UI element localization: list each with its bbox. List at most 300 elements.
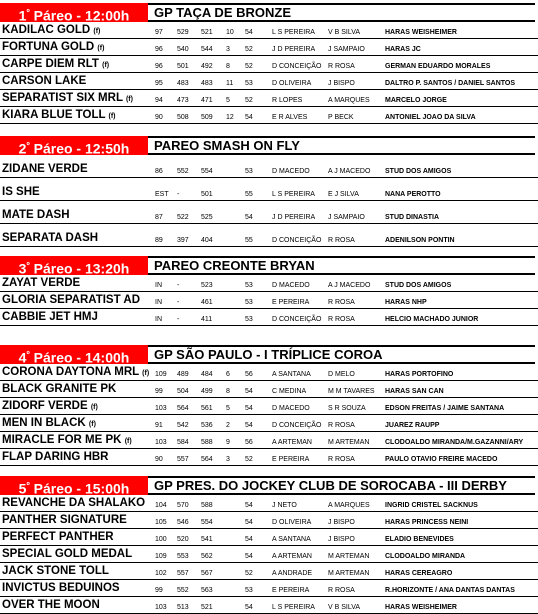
- owner: HARAS SAN CAN: [385, 388, 444, 395]
- horse-name-cell: [2, 582, 120, 594]
- rating: 103: [155, 439, 167, 446]
- carried-weight: 52: [245, 46, 253, 53]
- race-title: GP TAÇA DE BRONZE: [148, 3, 535, 22]
- prev-weight: 564: [177, 405, 189, 412]
- horse-name-cell: [2, 366, 149, 378]
- jockey: D CONCEIÇÃO: [272, 237, 322, 244]
- race-section: [0, 345, 538, 466]
- entry-row: [0, 529, 538, 546]
- prev-weight: 584: [177, 439, 189, 446]
- entry-row: [0, 398, 538, 415]
- weight: 525: [201, 214, 213, 221]
- prev-weight: 557: [177, 456, 189, 463]
- post-position: 8: [226, 63, 230, 70]
- owner: HARAS WEISHEIMER: [385, 29, 457, 36]
- post-position: 5: [226, 405, 230, 412]
- horse-name-cell: [2, 41, 104, 53]
- trainer: J BISPO: [328, 80, 355, 87]
- weight: 523: [201, 282, 213, 289]
- horse-name-cell: [2, 311, 98, 323]
- prev-weight: 504: [177, 388, 189, 395]
- horse-name-cell: [2, 92, 133, 104]
- rating: 109: [155, 553, 167, 560]
- rating: 103: [155, 405, 167, 412]
- carried-weight: 56: [245, 371, 253, 378]
- prev-weight: -: [177, 316, 180, 323]
- owner: DALTRO P. SANTOS / DANIEL SANTOS: [385, 80, 516, 87]
- jockey: D OLIVEIRA: [272, 519, 312, 526]
- trainer: V B SILVA: [328, 29, 361, 36]
- prev-weight: 397: [177, 237, 189, 244]
- trainer: A MARQUES: [328, 97, 370, 104]
- race-label: [0, 3, 148, 22]
- female-marker: (f): [97, 45, 105, 52]
- race-label: [0, 256, 148, 275]
- weight: 554: [201, 519, 213, 526]
- entry-row: [0, 39, 538, 56]
- horse-name-cell: [2, 451, 108, 463]
- post-position: 3: [226, 46, 230, 53]
- horse-name: KADILAC GOLD: [2, 24, 91, 36]
- entry-row: [0, 224, 538, 247]
- horse-name: CABBIE JET HMJ: [2, 311, 98, 323]
- weight: 564: [201, 456, 213, 463]
- race-time-label: Páreo - 15:00h: [29, 480, 130, 497]
- entry-row: [0, 309, 538, 326]
- post-position: 8: [226, 388, 230, 395]
- race-section: [0, 3, 538, 124]
- horse-name: IS SHE: [2, 186, 40, 198]
- horse-name-cell: [2, 514, 127, 526]
- female-marker: (f): [93, 28, 101, 35]
- horse-name-cell: [2, 434, 132, 446]
- female-marker: (f): [142, 370, 150, 377]
- jockey: D CONCEIÇÃO: [272, 63, 322, 70]
- horse-name-cell: [2, 531, 114, 543]
- trainer: J SAMPAIO: [328, 46, 365, 53]
- race-section: [0, 476, 538, 614]
- trainer: R ROSA: [328, 299, 355, 306]
- horse-name: CARPE DIEM RLT: [2, 58, 99, 70]
- female-marker: (f): [90, 404, 98, 411]
- horse-name-cell: [2, 24, 100, 36]
- race-section: [0, 136, 538, 247]
- race-number-suffix: º: [26, 260, 30, 270]
- weight: 563: [201, 587, 213, 594]
- weight: 588: [201, 439, 213, 446]
- entry-row: [0, 73, 538, 90]
- owner: R.HORIZONTE / ANA DANTAS DANTAS: [385, 587, 515, 594]
- horse-name: INVICTUS BEDUINOS: [2, 582, 120, 594]
- jockey: R LOPES: [272, 97, 303, 104]
- jockey: D OLIVEIRA: [272, 80, 312, 87]
- race-number: 2: [18, 140, 27, 157]
- horse-name-cell: [2, 565, 109, 577]
- jockey: J NETO: [272, 502, 297, 509]
- rating: IN: [155, 282, 162, 289]
- jockey: A ARTEMAN: [272, 553, 312, 560]
- trainer: R ROSA: [328, 587, 355, 594]
- post-position: 2: [226, 422, 230, 429]
- jockey: E PEREIRA: [272, 456, 310, 463]
- owner: HARAS PRINCESS NEINI: [385, 519, 469, 526]
- prev-weight: 546: [177, 519, 189, 526]
- owner: HELCIO MACHADO JUNIOR: [385, 316, 479, 323]
- entry-row: [0, 495, 538, 512]
- carried-weight: 52: [245, 570, 253, 577]
- weight: 521: [201, 604, 213, 611]
- race-number-suffix: º: [26, 349, 30, 359]
- carried-weight: 54: [245, 553, 253, 560]
- jockey: C MEDINA: [272, 388, 307, 395]
- carried-weight: 55: [245, 191, 253, 198]
- horse-name-cell: [2, 277, 80, 289]
- rating: 103: [155, 604, 167, 611]
- jockey: A SANTANA: [272, 536, 311, 543]
- carried-weight: 54: [245, 502, 253, 509]
- rating: 87: [155, 214, 163, 221]
- race-time-label: Páreo - 14:00h: [29, 349, 130, 366]
- horse-name-cell: [2, 163, 88, 175]
- horse-name: MATE DASH: [2, 209, 70, 221]
- rating: IN: [155, 316, 162, 323]
- rating: 90: [155, 114, 163, 121]
- owner: HARAS CEREAGRO: [385, 570, 453, 577]
- weight: 501: [201, 191, 213, 198]
- horse-name: BLACK GRANITE PK: [2, 383, 117, 395]
- horse-name: KIARA BLUE TOLL: [2, 109, 106, 121]
- prev-weight: 540: [177, 46, 189, 53]
- horse-name-cell: [2, 75, 86, 87]
- race-number: 4: [18, 349, 27, 366]
- female-marker: (f): [124, 438, 132, 445]
- owner: CLODOALDO MIRANDA/M.GAZANNI/ARY: [385, 439, 524, 446]
- owner: ELADIO BENEVIDES: [385, 536, 454, 543]
- race-number-suffix: º: [26, 7, 30, 17]
- weight: 544: [201, 46, 213, 53]
- race-section: [0, 256, 538, 326]
- horse-name: OVER THE MOON: [2, 599, 100, 611]
- trainer: M ARTEMAN: [328, 553, 370, 560]
- rating: 96: [155, 63, 163, 70]
- trainer: J BISPO: [328, 536, 355, 543]
- entry-row: [0, 415, 538, 432]
- entry-row: [0, 178, 538, 201]
- post-position: 5: [226, 97, 230, 104]
- prev-weight: 522: [177, 214, 189, 221]
- horse-name-cell: [2, 599, 100, 611]
- trainer: E J SILVA: [328, 191, 359, 198]
- weight: 509: [201, 114, 213, 121]
- jockey: L S PEREIRA: [272, 604, 315, 611]
- trainer: A J MACEDO: [328, 168, 371, 175]
- weight: 541: [201, 536, 213, 543]
- horse-name: CORONA DAYTONA MRL: [2, 366, 139, 378]
- race-label: [0, 345, 148, 364]
- weight: 499: [201, 388, 213, 395]
- carried-weight: 54: [245, 405, 253, 412]
- carried-weight: 54: [245, 29, 253, 36]
- prev-weight: 513: [177, 604, 189, 611]
- horse-name-cell: [2, 400, 98, 412]
- prev-weight: 542: [177, 422, 189, 429]
- race-header: [0, 345, 538, 364]
- female-marker: (f): [108, 113, 116, 120]
- trainer: A MARQUES: [328, 502, 370, 509]
- weight: 404: [201, 237, 213, 244]
- horse-name: SEPARATA DASH: [2, 232, 99, 244]
- jockey: A SANTANA: [272, 371, 311, 378]
- weight: 492: [201, 63, 213, 70]
- jockey: E PEREIRA: [272, 299, 310, 306]
- female-marker: (f): [88, 421, 96, 428]
- horse-name: MEN IN BLACK: [2, 417, 86, 429]
- horse-name: JACK STONE TOLL: [2, 565, 109, 577]
- carried-weight: 56: [245, 439, 253, 446]
- rating: 94: [155, 97, 163, 104]
- trainer: R ROSA: [328, 422, 355, 429]
- trainer: R ROSA: [328, 456, 355, 463]
- race-header: [0, 3, 538, 22]
- jockey: J D PEREIRA: [272, 214, 316, 221]
- weight: 521: [201, 29, 213, 36]
- entry-row: [0, 546, 538, 563]
- carried-weight: 53: [245, 299, 253, 306]
- owner: ANTONIEL JOAO DA SILVA: [385, 114, 476, 121]
- race-header: [0, 476, 538, 495]
- carried-weight: 54: [245, 114, 253, 121]
- race-number-suffix: º: [26, 480, 30, 490]
- horse-name: SPECIAL GOLD MEDAL: [2, 548, 133, 560]
- weight: 561: [201, 405, 213, 412]
- jockey: A ARTEMAN: [272, 439, 312, 446]
- trainer: J BISPO: [328, 519, 355, 526]
- weight: 461: [201, 299, 213, 306]
- carried-weight: 52: [245, 63, 253, 70]
- entry-row: [0, 22, 538, 39]
- race-number: 5: [18, 480, 27, 497]
- trainer: M M TAVARES: [328, 388, 375, 395]
- entry-row: [0, 432, 538, 449]
- rating: EST: [155, 191, 169, 198]
- owner: CLODOALDO MIRANDA: [385, 553, 466, 560]
- entry-row: [0, 90, 538, 107]
- entry-row: [0, 56, 538, 73]
- post-position: 6: [226, 371, 230, 378]
- weight: 567: [201, 570, 213, 577]
- prev-weight: 553: [177, 553, 189, 560]
- trainer: V B SILVA: [328, 604, 361, 611]
- weight: 471: [201, 97, 213, 104]
- horse-name-cell: [2, 186, 40, 198]
- rating: 89: [155, 237, 163, 244]
- jockey: E PEREIRA: [272, 587, 310, 594]
- trainer: M ARTEMAN: [328, 439, 370, 446]
- post-position: 12: [226, 114, 234, 121]
- horse-name: FORTUNA GOLD: [2, 41, 95, 53]
- horse-name: SEPARATIST SIX MRL: [2, 92, 123, 104]
- carried-weight: 54: [245, 388, 253, 395]
- carried-weight: 53: [245, 282, 253, 289]
- carried-weight: 54: [245, 422, 253, 429]
- owner: ADENILSON PONTIN: [385, 237, 455, 244]
- prev-weight: 557: [177, 570, 189, 577]
- jockey: D CONCEIÇÃO: [272, 422, 322, 429]
- owner: HARAS NHP: [385, 299, 427, 306]
- entry-row: [0, 563, 538, 580]
- weight: 562: [201, 553, 213, 560]
- horse-name-cell: [2, 417, 96, 429]
- post-position: 9: [226, 439, 230, 446]
- race-header: [0, 136, 538, 155]
- horse-name: FLAP DARING HBR: [2, 451, 109, 463]
- trainer: D MELO: [328, 371, 355, 378]
- prev-weight: 552: [177, 168, 189, 175]
- horse-name: PERFECT PANTHER: [2, 531, 114, 543]
- rating: 99: [155, 388, 163, 395]
- race-number: 1: [18, 7, 27, 24]
- owner: STUD DOS AMIGOS: [385, 282, 452, 289]
- carried-weight: 55: [245, 237, 253, 244]
- prev-weight: -: [177, 282, 180, 289]
- horse-name: GLORIA SEPARATIST AD: [2, 294, 140, 306]
- race-title: PAREO SMASH ON FLY: [148, 136, 535, 155]
- owner: STUD DOS AMIGOS: [385, 168, 452, 175]
- carried-weight: 53: [245, 587, 253, 594]
- entry-row: [0, 580, 538, 597]
- entry-row: [0, 201, 538, 224]
- trainer: R ROSA: [328, 63, 355, 70]
- horse-name-cell: [2, 109, 116, 121]
- jockey: D MACEDO: [272, 168, 310, 175]
- race-label: [0, 476, 148, 495]
- post-position: 10: [226, 29, 234, 36]
- horse-name: MIRACLE FOR ME PK: [2, 434, 122, 446]
- female-marker: (f): [102, 62, 110, 69]
- horse-name-cell: [2, 497, 145, 509]
- owner: MARCELO JORGE: [385, 97, 447, 104]
- post-position: 11: [226, 80, 234, 87]
- trainer: A J MACEDO: [328, 282, 371, 289]
- jockey: L S PEREIRA: [272, 191, 315, 198]
- horse-name: PANTHER SIGNATURE: [2, 514, 127, 526]
- race-number: 3: [18, 260, 27, 277]
- owner: NANA PEROTTO: [385, 191, 441, 198]
- owner: HARAS WEISHEIMER: [385, 604, 457, 611]
- prev-weight: 520: [177, 536, 189, 543]
- race-label: [0, 136, 148, 155]
- carried-weight: 54: [245, 214, 253, 221]
- trainer: P BECK: [328, 114, 354, 121]
- prev-weight: 570: [177, 502, 189, 509]
- entry-row: [0, 381, 538, 398]
- weight: 483: [201, 80, 213, 87]
- weight: 588: [201, 502, 213, 509]
- entry-row: [0, 449, 538, 466]
- rating: 105: [155, 519, 167, 526]
- weight: 536: [201, 422, 213, 429]
- owner: JUAREZ RAUPP: [385, 422, 440, 429]
- weight: 411: [201, 316, 213, 323]
- rating: 95: [155, 80, 163, 87]
- carried-weight: 52: [245, 97, 253, 104]
- rating: 97: [155, 29, 163, 36]
- weight: 554: [201, 168, 213, 175]
- race-title: GP SÃO PAULO - I TRÍPLICE COROA: [148, 345, 535, 364]
- rating: 109: [155, 371, 167, 378]
- owner: INGRID CRISTEL SACKNUS: [385, 502, 478, 509]
- entry-row: [0, 275, 538, 292]
- prev-weight: 501: [177, 63, 189, 70]
- prev-weight: 552: [177, 587, 189, 594]
- prev-weight: 473: [177, 97, 189, 104]
- carried-weight: 52: [245, 456, 253, 463]
- horse-name-cell: [2, 294, 140, 306]
- horse-name: ZIDANE VERDE: [2, 163, 88, 175]
- rating: 86: [155, 168, 163, 175]
- horse-name-cell: [2, 209, 70, 221]
- race-title: PAREO CREONTE BRYAN: [148, 256, 535, 275]
- carried-weight: 53: [245, 80, 253, 87]
- post-position: 3: [226, 456, 230, 463]
- prev-weight: 529: [177, 29, 189, 36]
- carried-weight: 54: [245, 604, 253, 611]
- jockey: D CONCEIÇÃO: [272, 316, 322, 323]
- owner: HARAS JC: [385, 46, 421, 53]
- horse-name: REVANCHE DA SHALAKO: [2, 497, 146, 509]
- owner: PAULO OTAVIO FREIRE MACEDO: [385, 456, 498, 463]
- horse-name: CARSON LAKE: [2, 75, 87, 87]
- entry-row: [0, 107, 538, 124]
- jockey: D MACEDO: [272, 405, 310, 412]
- owner: GERMAN EDUARDO MORALES: [385, 63, 491, 70]
- race-time-label: Páreo - 13:20h: [29, 260, 130, 277]
- trainer: J SAMPAIO: [328, 214, 365, 221]
- horse-name-cell: [2, 383, 116, 395]
- entry-row: [0, 292, 538, 309]
- horse-name-cell: [2, 58, 109, 70]
- race-time-label: Páreo - 12:00h: [29, 7, 130, 24]
- jockey: E R ALVES: [272, 114, 308, 121]
- rating: 90: [155, 456, 163, 463]
- horse-name: ZIDORF VERDE: [2, 400, 88, 412]
- race-number-suffix: º: [26, 140, 30, 150]
- trainer: M ARTEMAN: [328, 570, 370, 577]
- owner: STUD DINASTIA: [385, 214, 440, 221]
- horse-name-cell: [2, 232, 98, 244]
- race-header: [0, 256, 538, 275]
- entry-row: [0, 512, 538, 529]
- carried-weight: 53: [245, 168, 253, 175]
- prev-weight: 483: [177, 80, 189, 87]
- carried-weight: 53: [245, 316, 253, 323]
- prev-weight: 489: [177, 371, 189, 378]
- entry-row: [0, 155, 538, 178]
- owner: EDSON FREITAS / JAIME SANTANA: [385, 405, 505, 412]
- rating: 96: [155, 46, 163, 53]
- weight: 484: [201, 371, 213, 378]
- prev-weight: -: [177, 299, 180, 306]
- trainer: R ROSA: [328, 316, 355, 323]
- horse-name-cell: [2, 548, 132, 560]
- race-title: GP PRES. DO JOCKEY CLUB DE SOROCABA - III DERBY: [148, 476, 535, 495]
- jockey: L S PEREIRA: [272, 29, 315, 36]
- rating: 104: [155, 502, 167, 509]
- rating: IN: [155, 299, 162, 306]
- owner: HARAS PORTOFINO: [385, 371, 454, 378]
- rating: 91: [155, 422, 163, 429]
- horse-name: ZAYAT VERDE: [2, 277, 81, 289]
